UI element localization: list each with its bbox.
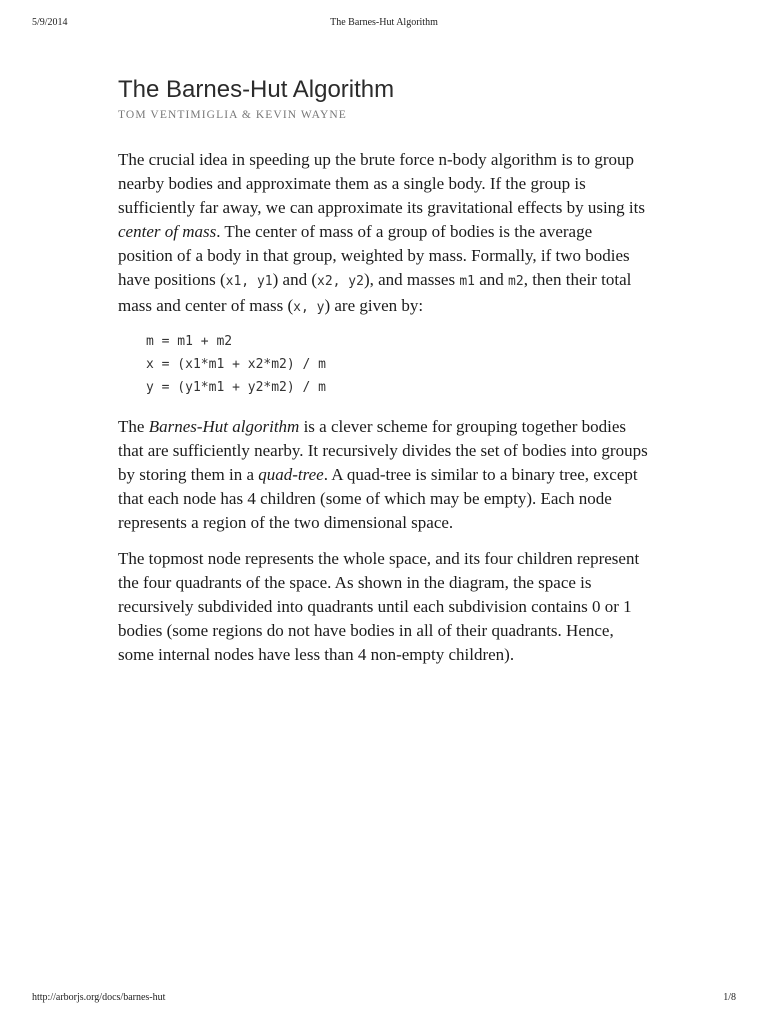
text-run: . A quad-tree is similar to a binary tree, except that each node has 4 children (some of which may be empty). Each node represents a region of the two dimensional space. [118,465,638,532]
code-line-total-mass: m = m1 + m2 [146,334,233,349]
inline-code-x2-y2: x2, y2 [317,274,364,289]
inline-code-x-y: x, y [293,300,325,315]
article-title: The Barnes-Hut Algorithm [118,76,395,103]
print-header [0,17,768,31]
text-run: and [475,270,509,289]
text-run: , then their total mass and center of mass ( [118,270,632,315]
inline-code-m2: m2 [508,274,524,289]
text-run: The [118,417,149,436]
emphasis-quad-tree: quad-tree [258,465,324,484]
text-run: ) and ( [272,270,317,289]
text-run: is a clever scheme for grouping together bodies that are sufficiently nearby. It recursively divides the set of bodies into groups by storing them in a [118,417,648,484]
print-doc-title: The Barnes-Hut Algorithm [330,17,438,28]
paragraph-barnes-hut [118,415,648,535]
inline-code-m1: m1 [459,274,475,289]
print-page-number: 1/8 [723,992,736,1003]
print-footer [0,992,768,1006]
code-line-center-y: y = (y1*m1 + y2*m2) / m [146,380,327,395]
text-run: The crucial idea in speeding up the brute force n-body algorithm is to group nearby bodies and approximate them as a single body. If the group is sufficiently far away, we can approximate its gravitational effects by using its [118,150,645,217]
article-authors: TOM VENTIMIGLIA & KEVIN WAYNE [118,109,347,121]
inline-code-x1-y1: x1, y1 [225,274,273,289]
text-run: . The center of mass of a group of bodies is the average position of a body in that group, weighted by mass. Formally, if two bodies have positions ( [118,222,630,289]
print-url[interactable]: http://arborjs.org/docs/barnes-hut [32,992,166,1003]
emphasis-barnes-hut-algorithm: Barnes-Hut algorithm [148,417,300,436]
text-run: ), and masses [363,270,460,289]
paragraph-topmost-node: The topmost node represents the whole space, and its four children represent the four quadrants of the space. As shown in the diagram, the space is recursively subdivided into quadrants until each subdivision contains 0 or 1 bodies (some regions do not have bodies in all of their quadrants. Hence, some internal nodes have less than 4 non-empty children). [118,549,640,664]
article [118,74,648,667]
emphasis-center-of-mass: center of mass [118,222,217,241]
paragraph-center-of-mass [118,148,648,320]
text-run: ) are given by: [324,296,424,315]
formula-code-block [146,330,648,399]
print-date: 5/9/2014 [32,17,68,28]
code-line-center-x: x = (x1*m1 + x2*m2) / m [146,357,327,372]
